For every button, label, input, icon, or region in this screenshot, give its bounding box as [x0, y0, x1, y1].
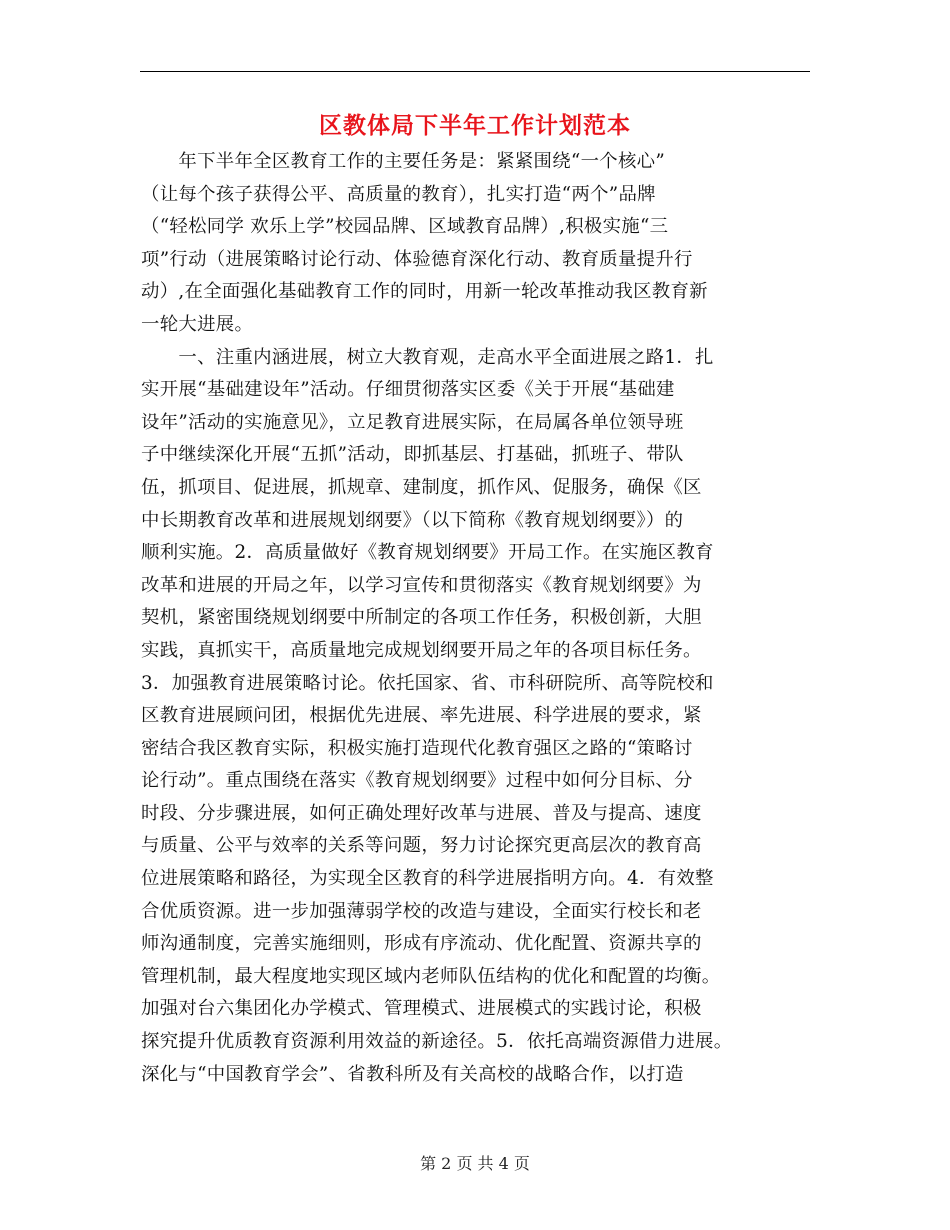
- body-line: 密结合我区教育实际，积极实施打造现代化教育强区之路的“策略讨: [141, 737, 693, 759]
- body-line: 位进展策略和路径，为实现全区教育的科学进展指明方向。4．有效整: [141, 868, 714, 890]
- body-line: 契机，紧密围绕规划纲要中所制定的各项工作任务，积极创新，大胆: [141, 607, 702, 629]
- body-line: 一轮大进展。: [141, 313, 254, 335]
- document-body: [141, 146, 821, 1091]
- document-title: 区教体局下半年工作计划范本: [319, 112, 631, 139]
- body-line: 管理机制，最大程度地实现区域内老师队伍结构的优化和配置的均衡。: [141, 965, 721, 987]
- body-line: 一、注重内涵进展，树立大教育观，走高水平全面进展之路1．扎: [141, 346, 714, 368]
- body-line: 顺利实施。2．高质量做好《教育规划纲要》开局工作。在实施区教育: [141, 542, 714, 564]
- body-line: 区教育进展顾问团，根据优先进展、率先进展、科学进展的要求，紧: [141, 705, 702, 727]
- body-line: 伍，抓项目、促进展，抓规章、建制度，抓作风、促服务，确保《区: [141, 476, 702, 498]
- body-line: 深化与“中国教育学会”、省教科所及有关高校的战略合作，以打造: [141, 1063, 684, 1085]
- body-line: 动）,在全面强化基础教育工作的同时，用新一轮改革推动我区教育新: [141, 281, 708, 303]
- body-line: 实开展“基础建设年”活动。仔细贯彻落实区委《关于开展“基础建: [141, 379, 675, 401]
- body-line: （让每个孩子获得公平、高质量的教育），扎实打造“两个”品牌: [141, 183, 656, 205]
- body-line: 改革和进展的开局之年，以学习宣传和贯彻落实《教育规划纲要》为: [141, 574, 702, 596]
- header-rule: [140, 71, 810, 72]
- body-line: 加强对台六集团化办学模式、管理模式、进展模式的实践讨论，积极: [141, 998, 702, 1020]
- body-line: 时段、分步骤进展，如何正确处理好改革与进展、普及与提高、速度: [141, 802, 702, 824]
- body-line: 论行动”。重点围绕在落实《教育规划纲要》过程中如何分目标、分: [141, 770, 693, 792]
- body-line: （“轻松同学 欢乐上学”校园品牌、区域教育品牌）,积极实施“三: [141, 216, 669, 238]
- page-number: 第 2 页 共 4 页: [420, 1154, 530, 1173]
- body-line: 年下半年全区教育工作的主要任务是：紧紧围绕“一个核心”: [141, 151, 666, 172]
- body-line: 师沟通制度，完善实施细则，形成有序流动、优化配置、资源共享的: [141, 933, 702, 955]
- body-line: 项”行动（进展策略讨论行动、体验德育深化行动、教育质量提升行: [141, 248, 693, 270]
- body-line: 3．加强教育进展策略讨论。依托国家、省、市科研院所、高等院校和: [141, 672, 714, 694]
- body-line: 设年”活动的实施意见》，立足教育进展实际，在局属各单位领导班: [141, 411, 684, 433]
- body-line: 实践，真抓实干，高质量地完成规划纲要开局之年的各项目标任务。: [141, 639, 702, 661]
- body-line: 中长期教育改革和进展规划纲要》（以下简称《教育规划纲要》）的: [141, 509, 684, 531]
- body-line: 合优质资源。进一步加强薄弱学校的改造与建设，全面实行校长和老: [141, 900, 702, 922]
- body-line: 探究提升优质教育资源利用效益的新途径。5．依托高端资源借力进展。: [141, 1031, 733, 1053]
- body-line: 子中继续深化开展“五抓”活动，即抓基层、打基础，抓班子、带队: [141, 444, 684, 466]
- body-line: 与质量、公平与效率的关系等问题，努力讨论探究更高层次的教育高: [141, 835, 702, 857]
